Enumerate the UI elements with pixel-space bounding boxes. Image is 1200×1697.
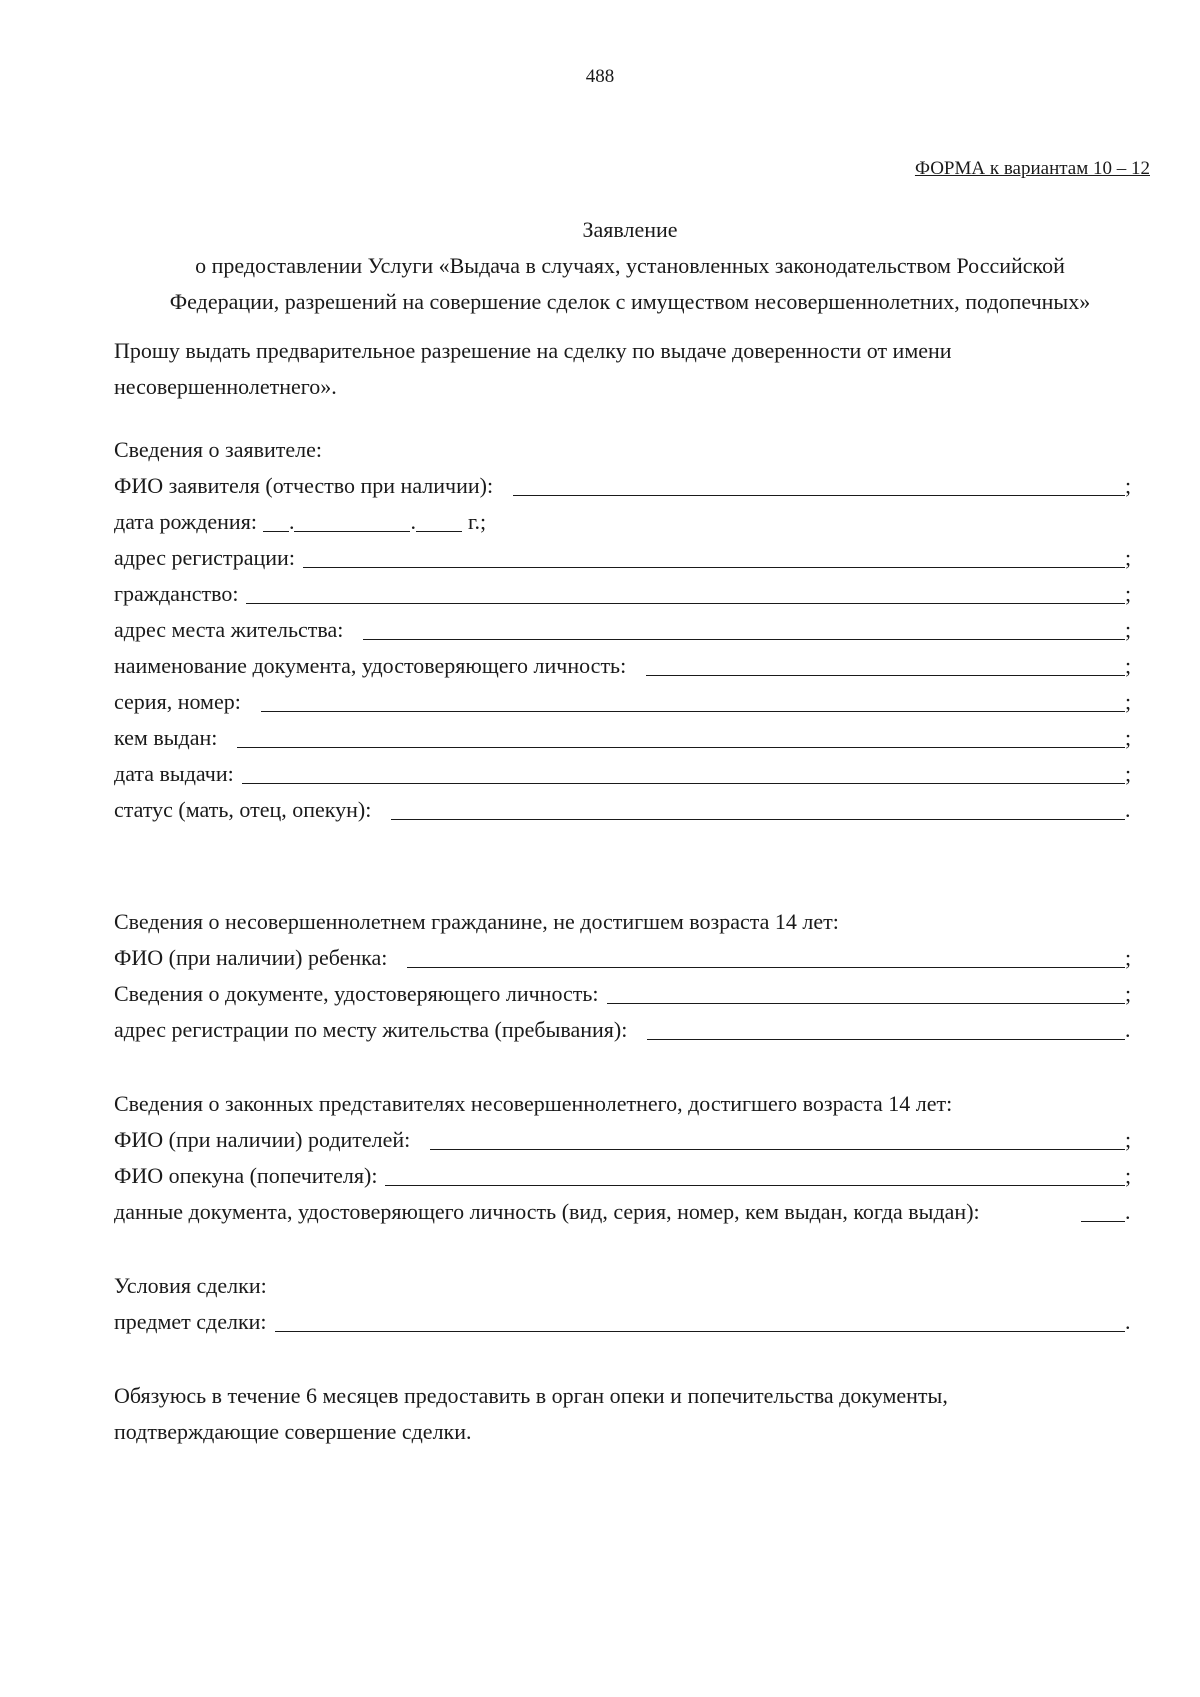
representatives-guardian-label: ФИО опекуна (попечителя):	[114, 1163, 378, 1188]
minor-fio-label: ФИО (при наличии) ребенка:	[114, 945, 388, 970]
semicolon: ;	[1125, 981, 1132, 1006]
applicant-residence-label: адрес места жительства:	[114, 617, 344, 642]
period: .	[1125, 797, 1131, 822]
dob-separator: .	[288, 509, 295, 534]
period: .	[1125, 1199, 1131, 1224]
applicant-issue-date-field[interactable]	[242, 755, 1125, 784]
deal-heading	[114, 1268, 1135, 1304]
obligation-line-1: Обязуюсь в течение 6 месяцев предоставить в орган опеки и попечительства документы,	[114, 1383, 948, 1408]
title-line-2: о предоставлении Услуги «Выдача в случаях, установленных законодательством Российской	[195, 253, 1065, 278]
representatives-parents-label: ФИО (при наличии) родителей:	[114, 1127, 411, 1152]
applicant-heading-text: Сведения о заявителе:	[114, 437, 323, 462]
minor-address-field[interactable]	[647, 1011, 1125, 1040]
representatives-guardian-field[interactable]	[385, 1157, 1125, 1186]
representatives-parents-row	[114, 1122, 1135, 1158]
applicant-issued-by-row	[114, 720, 1135, 756]
applicant-id-doc-label: наименование документа, удостоверяющего личность:	[114, 653, 627, 678]
applicant-heading	[114, 432, 1135, 468]
representatives-doc-field[interactable]	[1081, 1193, 1125, 1222]
applicant-issue-date-label: дата выдачи:	[114, 761, 234, 786]
applicant-series-field[interactable]	[261, 683, 1125, 712]
semicolon: ;	[1125, 1163, 1132, 1188]
deal-section	[114, 1268, 1135, 1340]
minor-section	[114, 904, 1135, 1048]
applicant-series-row	[114, 684, 1135, 720]
title-line-1: Заявление	[582, 217, 678, 242]
semicolon: ;	[1125, 761, 1132, 786]
request-paragraph	[114, 333, 1134, 405]
dob-year-field[interactable]	[416, 503, 462, 532]
applicant-dob-label: дата рождения:	[114, 509, 257, 534]
applicant-status-label: статус (мать, отец, опекун):	[114, 797, 372, 822]
applicant-citizenship-row	[114, 576, 1135, 612]
minor-doc-row	[114, 976, 1135, 1012]
applicant-citizenship-label: гражданство:	[114, 581, 239, 606]
minor-heading	[114, 904, 1135, 940]
semicolon: ;	[1125, 581, 1132, 606]
semicolon: ;	[1125, 725, 1132, 750]
form-label: ФОРМА к вариантам 10 – 12	[914, 158, 1150, 179]
applicant-residence-row	[114, 612, 1135, 648]
applicant-fio-row	[114, 468, 1135, 504]
applicant-dob-row	[114, 504, 1135, 540]
semicolon: ;	[1125, 473, 1132, 498]
semicolon: ;	[1125, 617, 1132, 642]
obligation-paragraph	[114, 1378, 1134, 1450]
applicant-citizenship-field[interactable]	[246, 575, 1125, 604]
applicant-issued-by-label: кем выдан:	[114, 725, 218, 750]
semicolon: ;	[1125, 1127, 1132, 1152]
minor-fio-field[interactable]	[407, 939, 1125, 968]
applicant-reg-address-label: адрес регистрации:	[114, 545, 295, 570]
document-title	[110, 212, 1150, 320]
period: .	[1125, 1017, 1131, 1042]
page-number: 488	[585, 66, 615, 87]
minor-doc-label: Сведения о документе, удостоверяющего личность:	[114, 981, 599, 1006]
request-line-1: Прошу выдать предварительное разрешение на сделку по выдаче доверенности от имени	[114, 338, 952, 363]
minor-fio-row	[114, 940, 1135, 976]
representatives-doc-label: данные документа, удостоверяющего личность (вид, серия, номер, кем выдан, когда выдан):	[114, 1199, 980, 1224]
applicant-reg-address-field[interactable]	[303, 539, 1125, 568]
applicant-fio-field[interactable]	[513, 467, 1125, 496]
semicolon: ;	[1125, 689, 1132, 714]
dob-month-field[interactable]	[294, 503, 410, 532]
representatives-heading-text: Сведения о законных представителях несовершеннолетнего, достигшего возраста 14 лет:	[114, 1091, 953, 1116]
representatives-heading	[114, 1086, 1135, 1122]
dob-day-field[interactable]	[263, 503, 289, 532]
request-line-2: несовершеннолетнего».	[114, 374, 337, 399]
representatives-parents-field[interactable]	[430, 1121, 1125, 1150]
semicolon: ;	[1125, 945, 1132, 970]
dob-separator: .	[410, 509, 416, 534]
applicant-series-label: серия, номер:	[114, 689, 241, 714]
applicant-section	[114, 432, 1135, 828]
applicant-issued-by-field[interactable]	[237, 719, 1125, 748]
applicant-residence-field[interactable]	[363, 611, 1125, 640]
applicant-status-row	[114, 792, 1135, 828]
deal-subject-field[interactable]	[275, 1303, 1125, 1332]
applicant-reg-address-row	[114, 540, 1135, 576]
minor-address-row	[114, 1012, 1135, 1048]
applicant-fio-label: ФИО заявителя (отчество при наличии):	[114, 473, 494, 498]
deal-subject-row	[114, 1304, 1135, 1340]
deal-heading-text: Условия сделки:	[114, 1273, 267, 1298]
obligation-line-2: подтверждающие совершение сделки.	[114, 1419, 472, 1444]
minor-address-label: адрес регистрации по месту жительства (пребывания):	[114, 1017, 628, 1042]
representatives-doc-row	[114, 1194, 1135, 1230]
representatives-guardian-row	[114, 1158, 1135, 1194]
applicant-id-doc-field[interactable]	[646, 647, 1125, 676]
deal-subject-label: предмет сделки:	[114, 1309, 267, 1334]
applicant-issue-date-row	[114, 756, 1135, 792]
representatives-section	[114, 1086, 1135, 1230]
applicant-status-field[interactable]	[391, 791, 1125, 820]
period: .	[1125, 1309, 1131, 1334]
semicolon: ;	[1125, 653, 1132, 678]
minor-doc-field[interactable]	[607, 975, 1125, 1004]
dob-suffix: г.;	[467, 509, 487, 534]
applicant-id-doc-row	[114, 648, 1135, 684]
minor-heading-text: Сведения о несовершеннолетнем гражданине, не достигшем возраста 14 лет:	[114, 909, 839, 934]
title-line-3: Федерации, разрешений на совершение сделок с имуществом несовершеннолетних, подопечных»	[169, 289, 1091, 314]
semicolon: ;	[1125, 545, 1132, 570]
